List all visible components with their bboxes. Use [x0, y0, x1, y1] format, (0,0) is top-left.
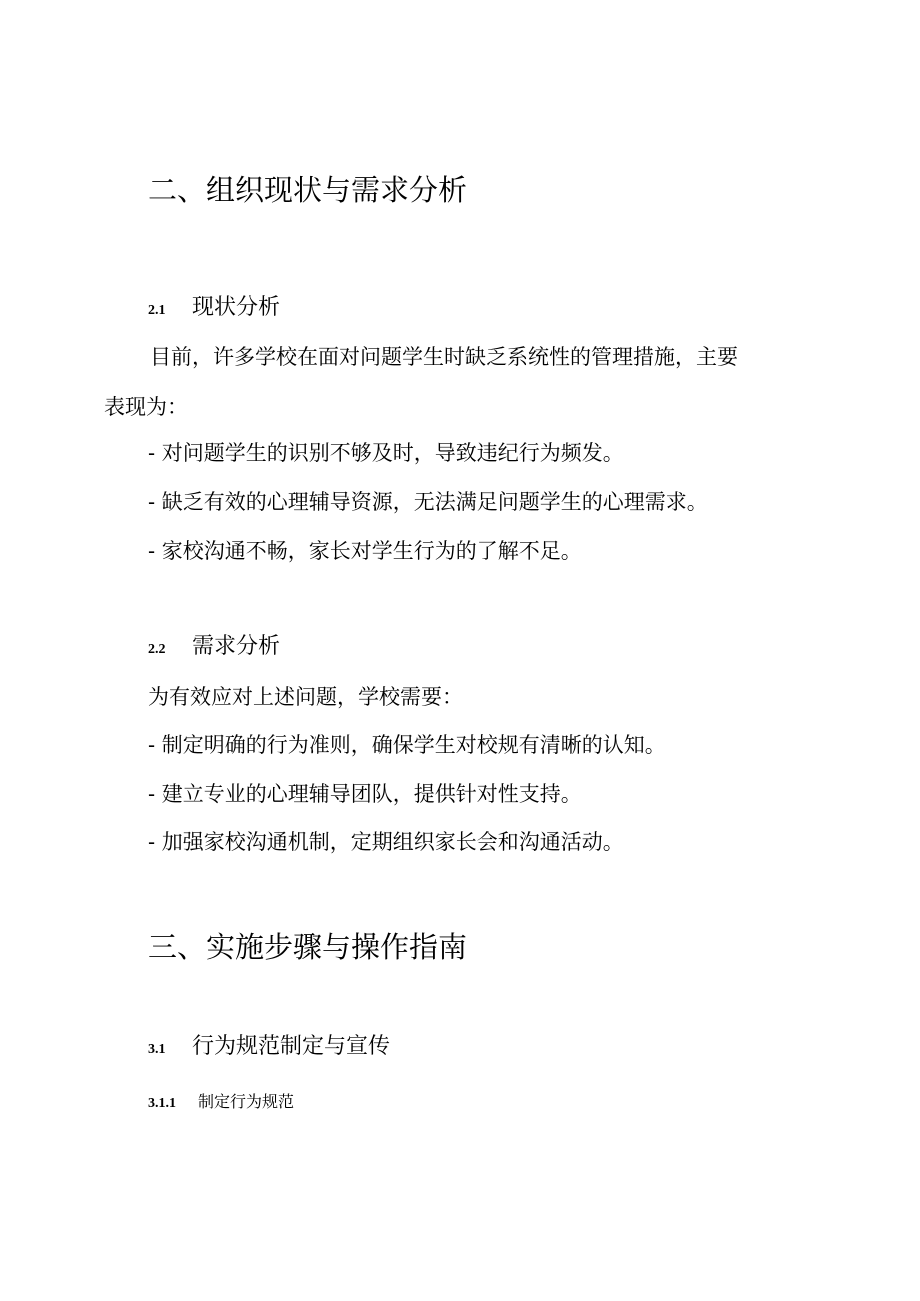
list-item: - 制定明确的行为准则，确保学生对校规有清晰的认知。 [148, 733, 666, 757]
subsection-number: 2.2 [148, 642, 166, 657]
subsection-2-1-heading [148, 293, 280, 326]
list-item: - 对问题学生的识别不够及时，导致违纪行为频发。 [148, 441, 624, 465]
subsection-number: 2.1 [148, 303, 166, 318]
subsubsection-title: 制定行为规范 [198, 1092, 295, 1111]
subsection-title: 现状分析 [192, 295, 281, 320]
section-2-heading: 二、组织现状与需求分析 [148, 173, 468, 207]
subsection-2-2-heading [148, 632, 280, 665]
subsection-number: 3.1 [148, 1042, 166, 1057]
paragraph-line: 目前，许多学校在面对问题学生时缺乏系统性的管理措施，主要 [150, 345, 738, 369]
list-item: - 建立专业的心理辅导团队，提供针对性支持。 [148, 782, 582, 806]
subsection-title: 行为规范制定与宣传 [192, 1034, 391, 1059]
list-item: - 加强家校沟通机制，定期组织家长会和沟通活动。 [148, 830, 624, 854]
subsection-title: 需求分析 [192, 634, 281, 659]
subsubsection-3-1-1-heading [148, 1091, 294, 1115]
subsection-3-1-heading [148, 1032, 390, 1065]
list-item: - 缺乏有效的心理辅导资源，无法满足问题学生的心理需求。 [148, 490, 708, 514]
list-item: - 家校沟通不畅，家长对学生行为的了解不足。 [148, 539, 582, 563]
subsubsection-number: 3.1.1 [148, 1096, 176, 1111]
paragraph-line: 为有效应对上述问题，学校需要： [148, 685, 463, 709]
paragraph-line: 表现为： [104, 395, 188, 419]
section-3-heading: 三、实施步骤与操作指南 [148, 930, 468, 964]
